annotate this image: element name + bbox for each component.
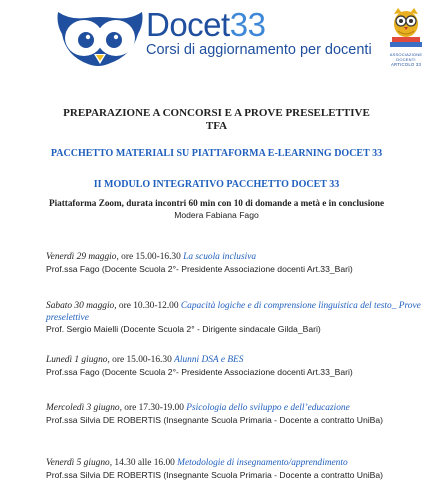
association-name: ASSOCIAZIONE DOCENTI ARTICOLO 33 [389,52,423,67]
event-topic: La scuola inclusiva [183,252,257,262]
event-speaker: Prof.ssa Silvia DE ROBERTIS (Insegnante Scuola Primaria - Docente a contratto UniBa) [46,414,384,425]
event-item [46,301,430,336]
brand-name: Docet33 [146,6,266,43]
event-speaker: Prof.ssa Fago (Docente Scuola 2°- Presidente Associazione docenti Art.33_Bari) [46,366,353,377]
event-time: ore 10.30-12.00 [118,301,179,311]
event-item [46,403,430,426]
event-date: Lunedì 1 giugno, [46,355,110,365]
event-date: Venerdì 29 maggio, [46,252,119,262]
event-time: 14.30 alle 16.00 [114,458,175,468]
module-title: II MODULO INTEGRATIVO PACCHETTO DOCET 33 [93,179,340,190]
brand-tagline: Corsi di aggiornamento per docenti [146,42,372,58]
event-date: Sabato 30 maggio, [46,301,117,311]
event-topic: Alunni DSA e BES [174,355,244,365]
event-time: ore 17.30-19.00 [124,403,184,413]
title-line2: TFA [205,120,228,132]
event-time: ore 15.00-16.30 [112,355,172,365]
moderator: Modera Fabiana Fago [174,209,259,220]
event-item [46,458,430,481]
event-speaker: Prof. Sergio Maielli (Docente Scuola 2° - Dirigente sindacale Gilda_Bari) [46,324,321,334]
owl-books-icon [384,4,428,52]
header [0,0,433,80]
event-item [46,355,430,378]
brand [146,8,372,58]
title-line1: PREPARAZIONE A CONCORSI E A PROVE PRESELETTIVE [63,107,370,119]
event-topic: Capacità logiche e di comprensione linguistica del testo_ Prove preselettive [46,301,421,323]
owl-glasses-logo [52,6,148,72]
event-time: ore 15.00-16.30 [121,252,181,262]
event-item [46,252,430,275]
brand-number: 33 [229,6,266,43]
event-speaker: Prof.ssa Silvia DE ROBERTIS (Insegnante Scuola Primaria - Docente a contratto UniBa) [46,469,384,480]
event-topic: Psicologia dello sviluppo e dell’educazione [186,403,350,413]
package-title: PACCHETTO MATERIALI SU PIATTAFORMA E-LEARNING DOCET 33 [50,148,383,159]
event-date: Mercoledì 3 giugno, [46,403,122,413]
event-topic: Metodologie di insegnamento/apprendimento [177,458,348,468]
platform-info-block [0,198,433,221]
event-date: Venerdì 5 giugno, [46,458,113,468]
page-title [0,107,433,133]
event-speaker: Prof.ssa Fago (Docente Scuola 2°- Presidente Associazione docenti Art.33_Bari) [46,263,353,274]
association-logo [384,4,428,70]
platform-info: Piattaforma Zoom, durata incontri 60 min con 10 di domande a metà e in conclusione [48,198,385,208]
